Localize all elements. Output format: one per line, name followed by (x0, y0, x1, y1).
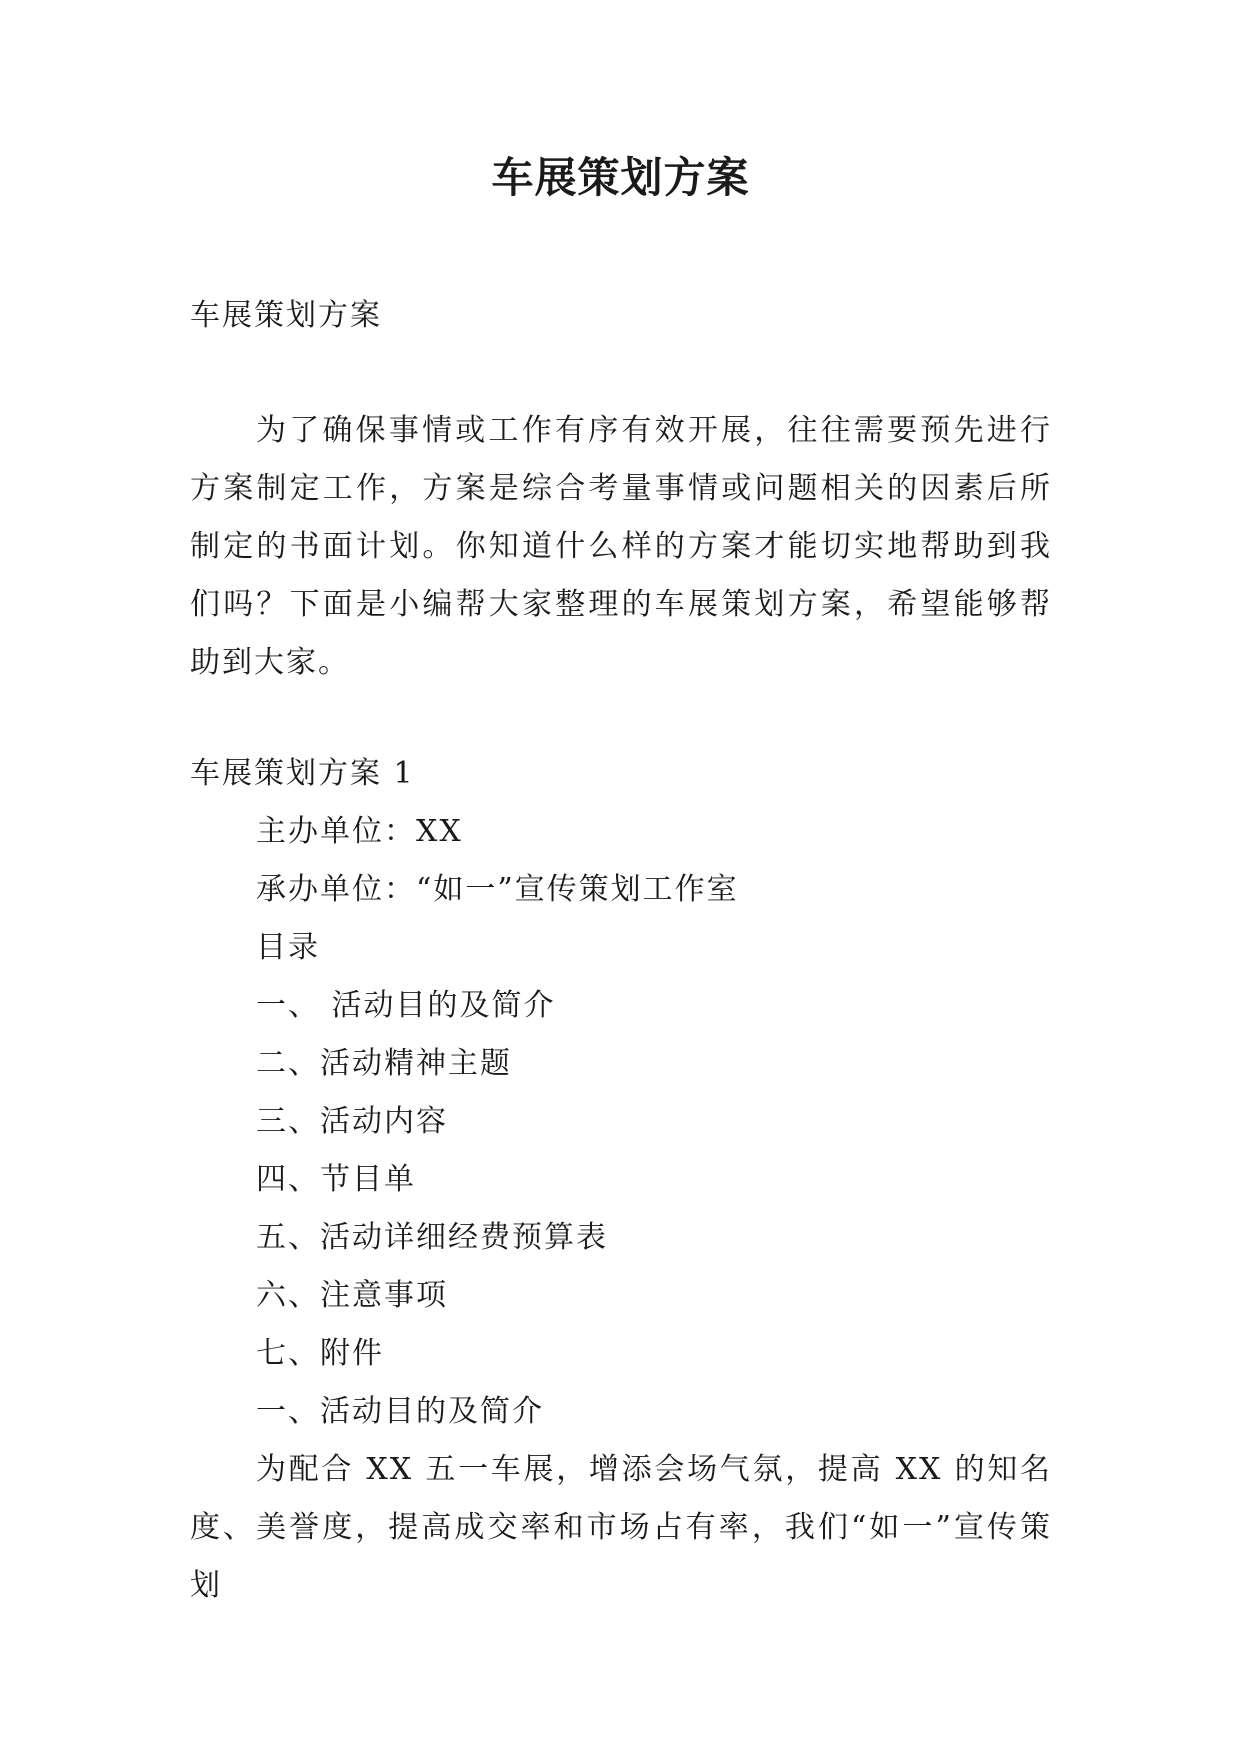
toc-item: 七、附件 (256, 1336, 384, 1371)
toc-item: 五、活动详细经费预算表 (256, 1220, 608, 1255)
executor-line: 承办单位：“如一”宣传策划工作室 (256, 872, 739, 907)
toc-item: 二、活动精神主题 (256, 1046, 512, 1081)
intro-paragraph: 为了确保事情或工作有序有效开展，往往需要预先进行方案制定工作，方案是综合考量事情或问题相关的因素后所制定的书面计划。你知道什么样的方案才能切实地帮助到我们吗？下面是小编帮大家整理的车展策划方案，希望能够帮助到大家。 (190, 413, 1052, 680)
section-one-heading: 一、活动目的及简介 (256, 1394, 544, 1429)
document-subtitle: 车展策划方案 (190, 298, 382, 333)
section-one-paragraph: 为配合 XX 五一车展，增添会场气氛，提高 XX 的知名度、美誉度，提高成交率和市场占有率，我们“如一”宣传策划 (190, 1452, 1052, 1603)
toc-item: 四、节目单 (256, 1162, 416, 1197)
section-heading: 车展策划方案 1 (190, 756, 415, 791)
toc-item: 一、 活动目的及简介 (256, 988, 556, 1023)
organizer-line: 主办单位：XX (256, 814, 463, 849)
toc-title: 目录 (256, 930, 320, 965)
toc-item: 六、注意事项 (256, 1278, 448, 1313)
document-title: 车展策划方案 (491, 153, 750, 202)
toc-item: 三、活动内容 (256, 1104, 448, 1139)
